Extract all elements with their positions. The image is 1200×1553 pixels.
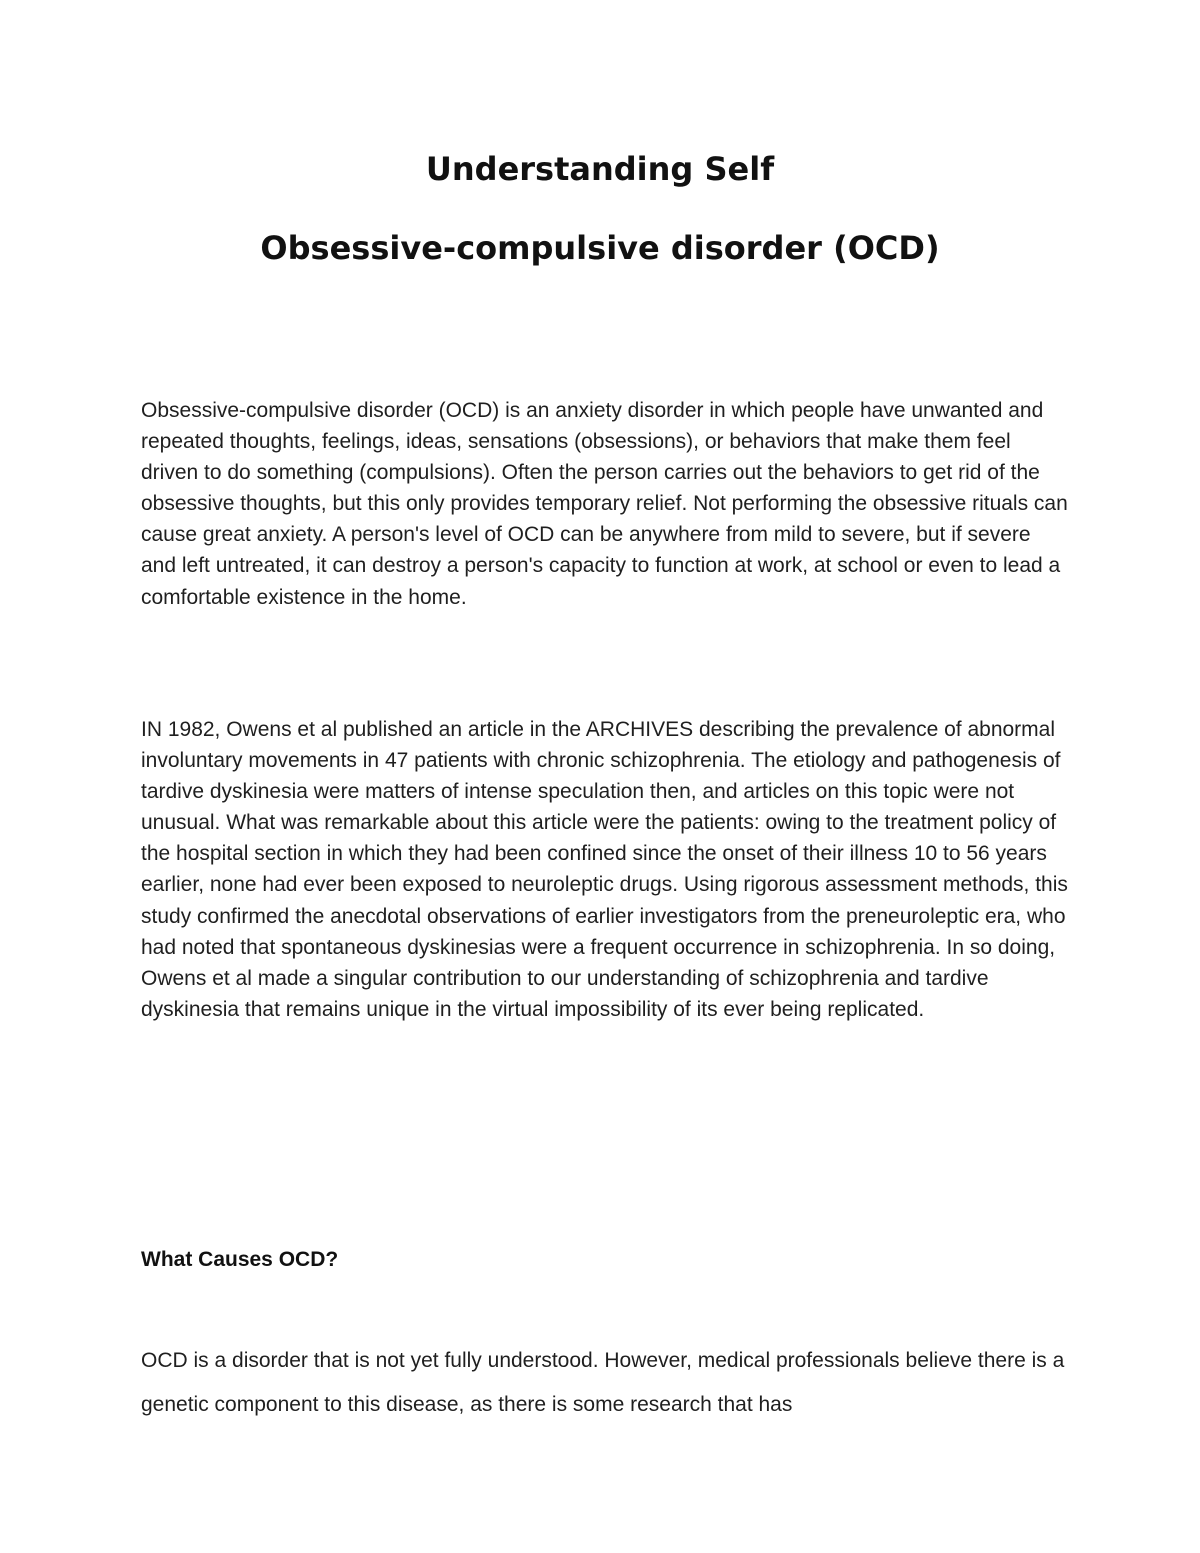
document-title: Understanding Self (425, 150, 775, 188)
paragraph-causes: OCD is a disorder that is not yet fully understood. However, medical professionals believe there is a genetic component to this disease, as there is some research that has (141, 1349, 1065, 1416)
section-heading-causes: What Causes OCD? (141, 1248, 339, 1271)
paragraph-ocd-definition: Obsessive-compulsive disorder (OCD) is an anxiety disorder in which people have unwanted and repeated thoughts, feelings, ideas, sensations (obsessions), or behaviors that make them feel driven to do something (compulsions). Often the person carries out the behaviors to get rid of the obsessive thoughts, but this only provides temporary relief. Not performing the obsessive rituals can cause great anxiety. A person's level of OCD can be anywhere from mild to severe, but if severe and left untreated, it can destroy a person's capacity to function at work, at school or even to lead a comfortable existence in the home. (141, 399, 1068, 609)
paragraph-owens-study: IN 1982, Owens et al published an article in the ARCHIVES describing the prevalence of abnormal involuntary movements in 47 patients with chronic schizophrenia. The etiology and pathogenesis of tardive dyskinesia were matters of intense speculation then, and articles on this topic were not unusual. What was remarkable about this article were the patients: owing to the treatment policy of the hospital section in which they had been confined since the onset of their illness 10 to 56 years earlier, none had ever been exposed to neuroleptic drugs. Using rigorous assessment methods, this study confirmed the anecdotal observations of earlier investigators from the preneuroleptic era, who had noted that spontaneous dyskinesias were a frequent occurrence in schizophrenia. In so doing, Owens et al made a singular contribution to our understanding of schizophrenia and tardive dyskinesia that remains unique in the virtual impossibility of its ever being replicated. (141, 718, 1068, 1021)
document-subtitle: Obsessive-compulsive disorder (OCD) (260, 229, 940, 267)
